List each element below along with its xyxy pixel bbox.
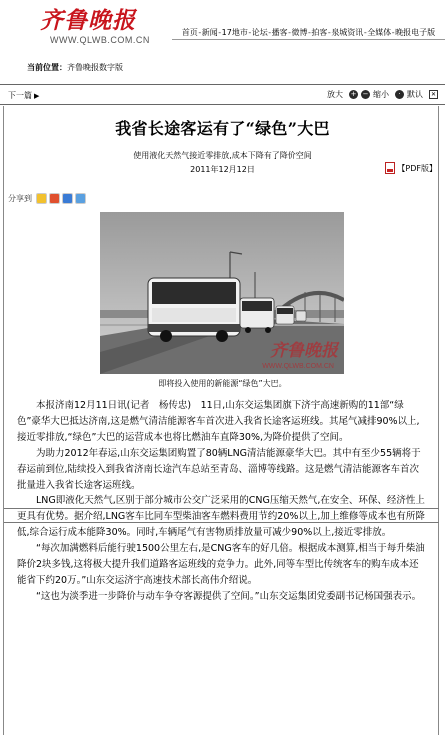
article-paragraph: 为助力2012年春运,山东交运集团购置了80辆LNG清洁能源豪华大巴。其中有至少55辆将于春运前到位,陆续投入到我省济南长途汽车总站至青岛、淄博等线路。这是燃气清洁能源客车首次批量进入我省长途客运班线。 [17,447,421,491]
reset-zoom-icon[interactable]: · [395,90,404,99]
pdf-icon [385,162,395,174]
nav-separator: - [327,28,331,37]
nav-separator: - [391,28,395,37]
nav-allmedia[interactable]: 全媒体 [367,28,392,37]
nav-separator: - [268,28,272,37]
share-kaixin-icon[interactable] [75,193,86,204]
pdf-label: 【PDF版】 [397,163,437,173]
nav-podcast[interactable]: 播客 [271,28,288,37]
nav-home[interactable]: 首页 [181,28,198,37]
nav-quancheng[interactable]: 泉城资讯 [331,28,364,37]
article-paragraph: “每次加满燃料后能行驶1500公里左右,是CNG客车的好几倍。根据成本测算,相当于每升柴油降价2块多钱,这将极大提升我们道路客运班线的竞争力。此外,同等车型比传统客车的购车成本还能省下约20万。”山东交运济宇高速技术部长高伟介绍说。 [17,543,425,586]
article-paragraph: 本报济南12月11日讯(记者 杨传忠) 11日,山东交运集团旗下济宇高速新购的11部“绿色”豪华大巴抵达济南,这是燃气清洁能源客车首次进入我省长途客运班线。其尾气减排90%以上,接近零排放,“绿色”大巴的运营成本也将比燃油车直降30%,为降价提供了空间。 [17,400,420,443]
article-paragraph: LNG即液化天然气,区别于部分城市公交广泛采用的CNG压缩天然气,在安全、环保、经济性上更具有优势。据介绍,LNG客车比同车型柴油客车燃料费用节约20%以上,加上维修等成本也有所降低,综合运行成本能降30%。同时,车辆尾气有害物质排放量可减少90%以上,接近零排放。 [17,495,425,539]
top-nav [172,26,445,40]
breadcrumb [27,62,123,73]
nav-separator: - [363,28,367,37]
nav-separator: - [218,28,222,37]
nav-cities[interactable]: 17地市 [221,28,248,37]
breadcrumb-label: 当前位置： [27,63,67,72]
article-date: 2011年12月12日 [190,165,255,174]
nav-forum[interactable]: 论坛 [251,28,268,37]
nav-epaper[interactable]: 晚报电子版 [395,28,436,37]
logo-url: WWW.QLWB.COM.CN [50,35,150,45]
article-subtitle: 使用液化天然气接近零排放,成本下降有了降价空间 [133,151,312,160]
article-photo [100,212,344,374]
share-bar [8,193,86,204]
share-label: 分享到 [8,194,32,203]
close-icon[interactable]: ✕ [430,91,437,98]
nav-separator: - [288,28,292,37]
article-paragraph: “这也为淡季进一步降价与动车争夺客源提供了空间。”山东交运集团党委副书记杨国强表示。 [36,590,422,602]
share-weibo-icon[interactable] [49,193,60,204]
nav-news[interactable]: 新闻 [201,28,218,37]
photo-watermark: 齐鲁晚报 [270,341,338,361]
nav-weibo[interactable]: 微博 [291,28,308,37]
photo-caption: 即将投入使用的新能源“绿色”大巴。 [158,379,287,388]
share-renren-icon[interactable] [62,193,73,204]
zoom-out-icon[interactable]: − [362,90,369,98]
zoom-in-button[interactable]: 放大 [327,90,343,99]
zoom-tools [327,89,438,100]
zoom-in-icon[interactable]: + [350,90,357,98]
share-qzone-icon[interactable] [36,193,47,204]
next-arrow-icon: ▶ [34,92,40,100]
article-toolbar [0,84,445,105]
zoom-out-button[interactable]: 缩小 [373,90,389,99]
nav-separator: - [248,28,252,37]
nav-separator: - [198,28,202,37]
nav-separator: - [308,28,311,37]
photo-watermark-url: WWW.QLWB.COM.CN [262,363,334,370]
article-body [17,398,427,605]
next-article-label: 下一篇 [8,91,32,100]
breadcrumb-link[interactable]: 齐鲁晚报数字版 [67,63,123,72]
default-zoom-button[interactable]: 默认 [407,90,423,99]
site-header [0,0,445,60]
article-title: 我省长途客运有了“绿色”大巴 [115,119,330,138]
nav-paike[interactable]: 拍客 [311,28,328,37]
logo-name: 齐鲁晚报 [40,7,136,34]
site-logo[interactable] [40,8,152,52]
pdf-link[interactable] [385,162,437,174]
next-article-button[interactable] [8,90,39,101]
